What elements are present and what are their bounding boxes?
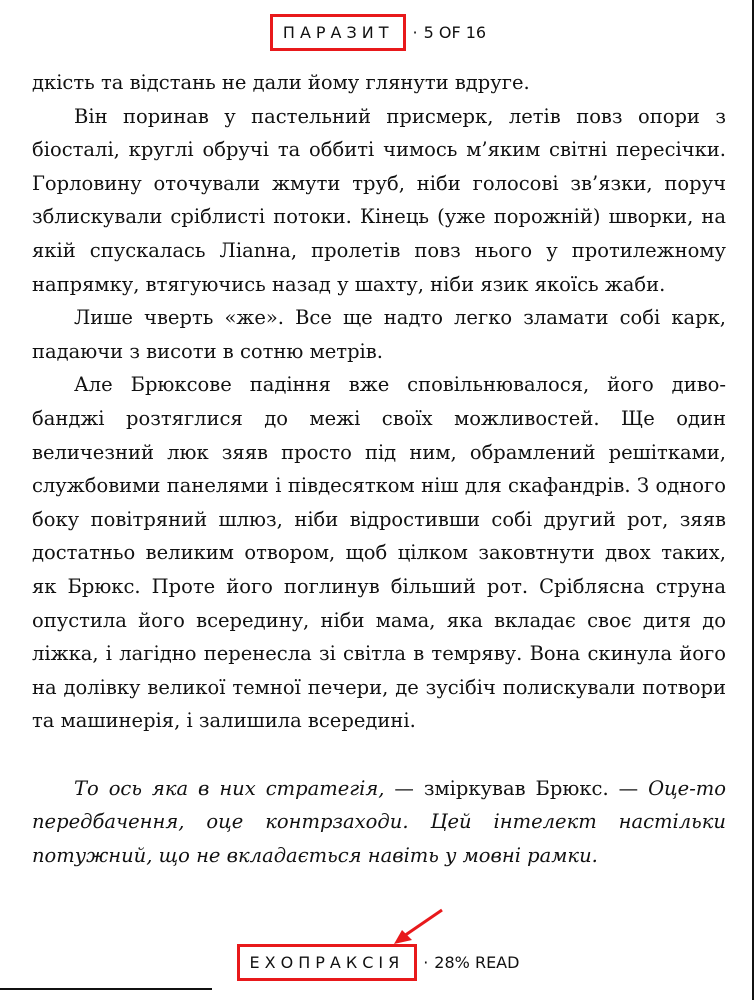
narration-text: — зміркував Брюкс. — [384,776,649,800]
progress-rule [0,988,212,990]
paragraph: Лише чверть «же». Все ще надто легко зламати собі карк, падаючи з висоти в сотню метрів. [32,306,726,363]
paragraph: дкість та відстань не дали йому глянути вдруге. [32,71,530,94]
reader-text [32,66,726,873]
italic-text: Оце-то передбачення, оце контрзаходи. Цей інтелект настільки потужний, що не вкладається навіть у мовні рамки. [32,776,727,868]
italic-text: То ось яка в них стратегія, [74,776,385,800]
page-edge-rule [752,0,754,1000]
paragraph: Але Брюксове падіння вже сповільнювалося, його диво-банджі розтяглися до межі своїх можливостей. Ще один величезний люк зяяв просто під ним, обрамлений решітками, службовими панелями і півдесятком ніш для скафандрів. З одного боку повітряний шлюз, ніби відростивши собі другий рот, зяяв достатньо великим отвором, щоб цілком заковтнути двох таких, як Брюкс. Проте його поглинув більший рот. Сріблясна струна опустила його всередину, ніби мама, яка вкладає своє дитя до ліжка, і лагідно перенесла зі світла в темряву. Вона скинула його на долівку великої темної печери, де зусібіч полискували потвори та машинерія, і залишила всередині. [32,373,726,733]
reading-progress: 28% READ [434,953,520,972]
page-footer [0,944,756,981]
chapter-title: ЕХОПРАКСІЯ [249,953,405,972]
page-position: 5 OF 16 [423,23,487,42]
page-header [0,14,756,51]
paragraph [32,772,726,873]
header-separator: · [412,23,418,42]
book-title: ПАРАЗИТ [282,23,394,42]
arrow-icon [380,904,450,948]
footer-separator: · [423,953,429,972]
section-break [32,738,726,772]
chapter-title-highlight[interactable] [237,944,418,981]
paragraph: Він поринав у пастельний присмерк, летів повз опори з біосталі, круглі обручі та оббиті чимось м’яким світні пересічки. Горловину оточували жмути труб, ніби голосові зв’язки, поруч зблискували сріблисті потоки. Кінець (уже порожній) шворки, на якій спускалась Лianна, пролетів повз нього у протилежному напрямку, втягуючись назад у шахту, ніби язик якоїсь жаби. [32,104,726,296]
book-title-highlight[interactable] [270,14,407,51]
